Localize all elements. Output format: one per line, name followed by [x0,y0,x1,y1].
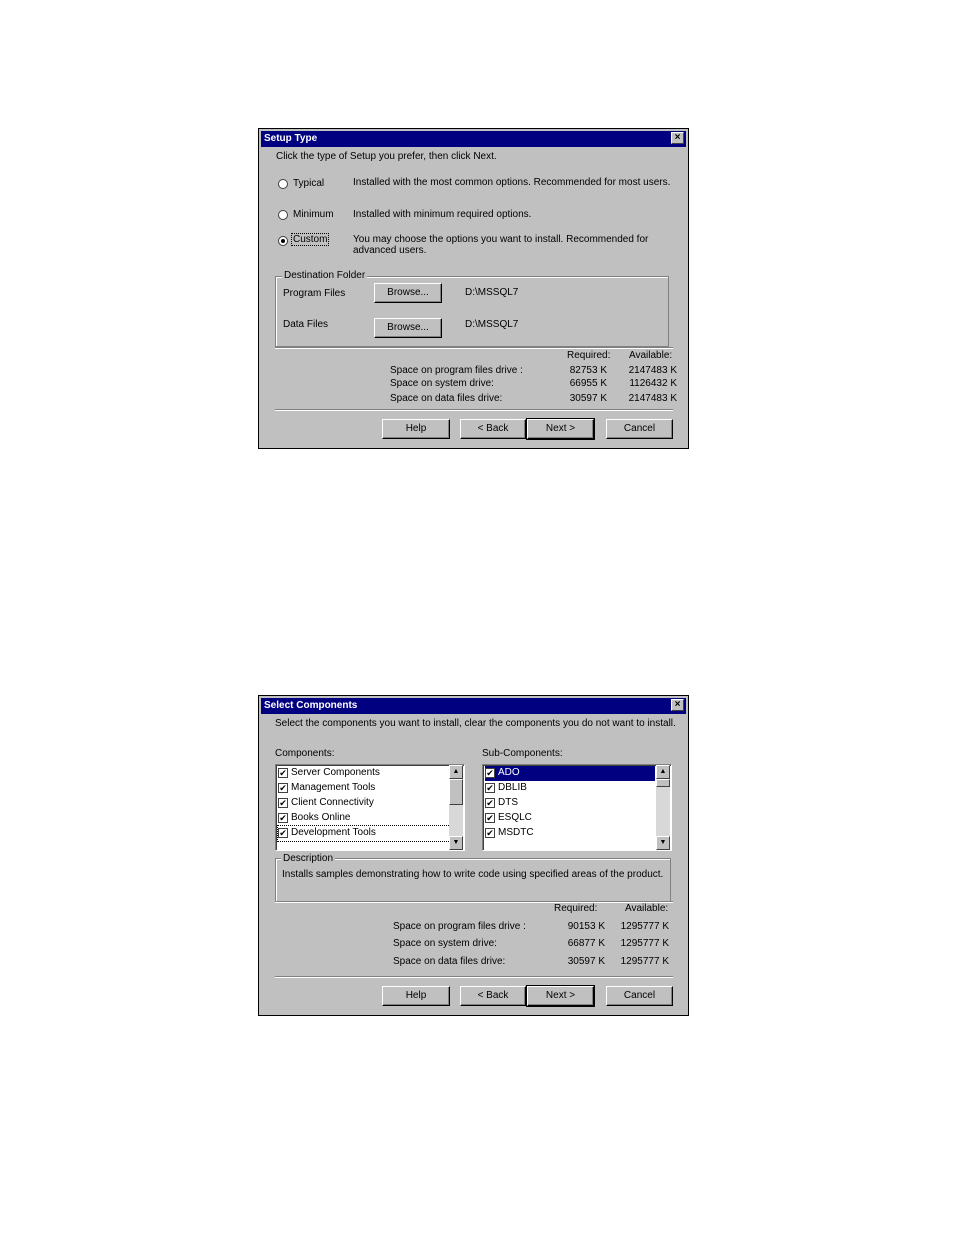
title-bar [261,131,686,147]
dialog-title: Select Components [264,700,358,711]
list-item-label: DBLIB [498,782,527,793]
list-item-label: DTS [498,797,518,808]
subcomponents-label: Sub-Components: [482,748,563,759]
description-text: Installs samples demonstrating how to write code using specified areas of the product. [282,869,664,880]
scroll-up-arrow-icon[interactable]: ▲ [656,765,670,779]
cancel-button[interactable]: Cancel [606,986,673,1006]
list-item-label: Management Tools [291,782,376,793]
close-icon[interactable]: × [671,699,684,711]
space-available-value: 1126432 K [629,378,677,389]
separator [275,347,673,349]
check-icon[interactable]: ✔ [279,813,287,823]
space-row-label: Space on data files drive: [393,956,506,967]
browse-program-files-button[interactable]: Browse... [374,283,442,303]
available-header: Available: [629,350,673,361]
components-label: Components: [275,748,335,759]
list-item[interactable] [485,826,669,841]
list-item[interactable] [278,781,462,796]
list-item[interactable] [278,811,462,826]
description-label: Description [283,853,334,864]
space-row-label: Space on program files drive : [390,365,523,376]
browse-data-files-button[interactable]: Browse... [374,318,442,338]
list-item-label: MSDTC [498,827,534,838]
radio-typical-label[interactable]: Typical [293,178,325,189]
scroll-down-arrow-icon[interactable]: ▼ [449,836,463,850]
space-required-value: 82753 K [569,365,607,376]
list-item-label: ESQLC [498,812,532,823]
radio-minimum[interactable] [278,210,288,220]
list-item[interactable] [278,826,462,841]
list-item-label: Client Connectivity [291,797,374,808]
instruction-text: Select the components you want to install, clear the components you do not want to install. [275,718,676,729]
list-item[interactable] [485,796,669,811]
check-icon[interactable]: ✔ [486,768,494,778]
available-header: Available: [625,903,669,914]
space-row-label: Space on data files drive: [390,393,503,404]
space-available-value: 1295777 K [620,921,669,932]
check-icon[interactable]: ✔ [486,813,494,823]
select-components-dialog [258,695,689,1016]
custom-description-line1: You may choose the options you want to install. Recommended for [353,234,649,245]
list-item[interactable] [278,796,462,811]
list-item[interactable] [278,766,462,781]
components-scrollbar[interactable] [449,765,463,850]
components-list[interactable] [275,764,465,851]
space-required-value: 66877 K [567,938,605,949]
radio-custom[interactable] [278,236,288,246]
scroll-up-arrow-icon[interactable]: ▲ [449,765,463,779]
scrollbar-thumb[interactable] [449,779,463,805]
space-available-value: 2147483 K [628,365,677,376]
minimum-description: Installed with minimum required options. [353,209,532,220]
separator [275,976,673,978]
next-button[interactable]: Next > [527,986,594,1006]
space-available-value: 1295777 K [620,938,669,949]
help-button[interactable]: Help [382,986,450,1006]
list-item[interactable] [485,781,669,796]
back-button[interactable]: < Back [460,419,526,439]
space-available-value: 2147483 K [628,393,677,404]
scroll-down-arrow-icon[interactable]: ▼ [656,836,670,850]
required-header: Required: [554,903,598,914]
space-row-label: Space on program files drive : [393,921,526,932]
check-icon[interactable]: ✔ [279,798,287,808]
separator [275,901,673,903]
space-required-value: 90153 K [567,921,605,932]
list-item-label: Development Tools [291,827,376,838]
space-required-value: 30597 K [567,956,605,967]
list-item-label: ADO [498,767,520,778]
cancel-button[interactable]: Cancel [606,419,673,439]
list-item-label: Server Components [291,767,380,778]
space-row-label: Space on system drive: [393,938,497,949]
space-row-label: Space on system drive: [390,378,494,389]
program-files-path: D:\MSSQL7 [465,287,519,298]
next-button[interactable]: Next > [527,419,594,439]
list-item[interactable] [485,766,655,781]
close-icon[interactable]: × [671,132,684,144]
setup-type-dialog [258,128,689,449]
check-icon[interactable]: ✔ [486,783,494,793]
instruction-text: Click the type of Setup you prefer, then click Next. [276,151,497,162]
typical-description: Installed with the most common options. Recommended for most users. [353,177,671,188]
help-button[interactable]: Help [382,419,450,439]
custom-description-line2: advanced users. [353,245,427,256]
check-icon[interactable]: ✔ [279,768,287,778]
space-required-value: 66955 K [569,378,607,389]
list-item[interactable] [485,811,669,826]
check-icon[interactable]: ✔ [279,783,287,793]
scrollbar-thumb[interactable] [656,779,670,787]
back-button[interactable]: < Back [460,986,526,1006]
radio-typical[interactable] [278,179,288,189]
subcomponents-list[interactable] [482,764,672,851]
data-files-path: D:\MSSQL7 [465,319,519,330]
data-files-label: Data Files [283,319,329,330]
radio-custom-label[interactable]: Custom [293,234,328,245]
title-bar [261,698,686,714]
separator [275,409,673,411]
subcomponents-scrollbar[interactable] [656,765,670,850]
space-required-value: 30597 K [569,393,607,404]
check-icon[interactable]: ✔ [279,828,287,838]
radio-minimum-label[interactable]: Minimum [293,209,334,220]
required-header: Required: [567,350,611,361]
check-icon[interactable]: ✔ [486,798,494,808]
destination-folder-label: Destination Folder [284,270,366,281]
space-available-value: 1295777 K [620,956,669,967]
program-files-label: Program Files [283,288,346,299]
dialog-title: Setup Type [264,133,318,144]
list-item-label: Books Online [291,812,351,823]
check-icon[interactable]: ✔ [486,828,494,838]
description-group [275,858,671,902]
